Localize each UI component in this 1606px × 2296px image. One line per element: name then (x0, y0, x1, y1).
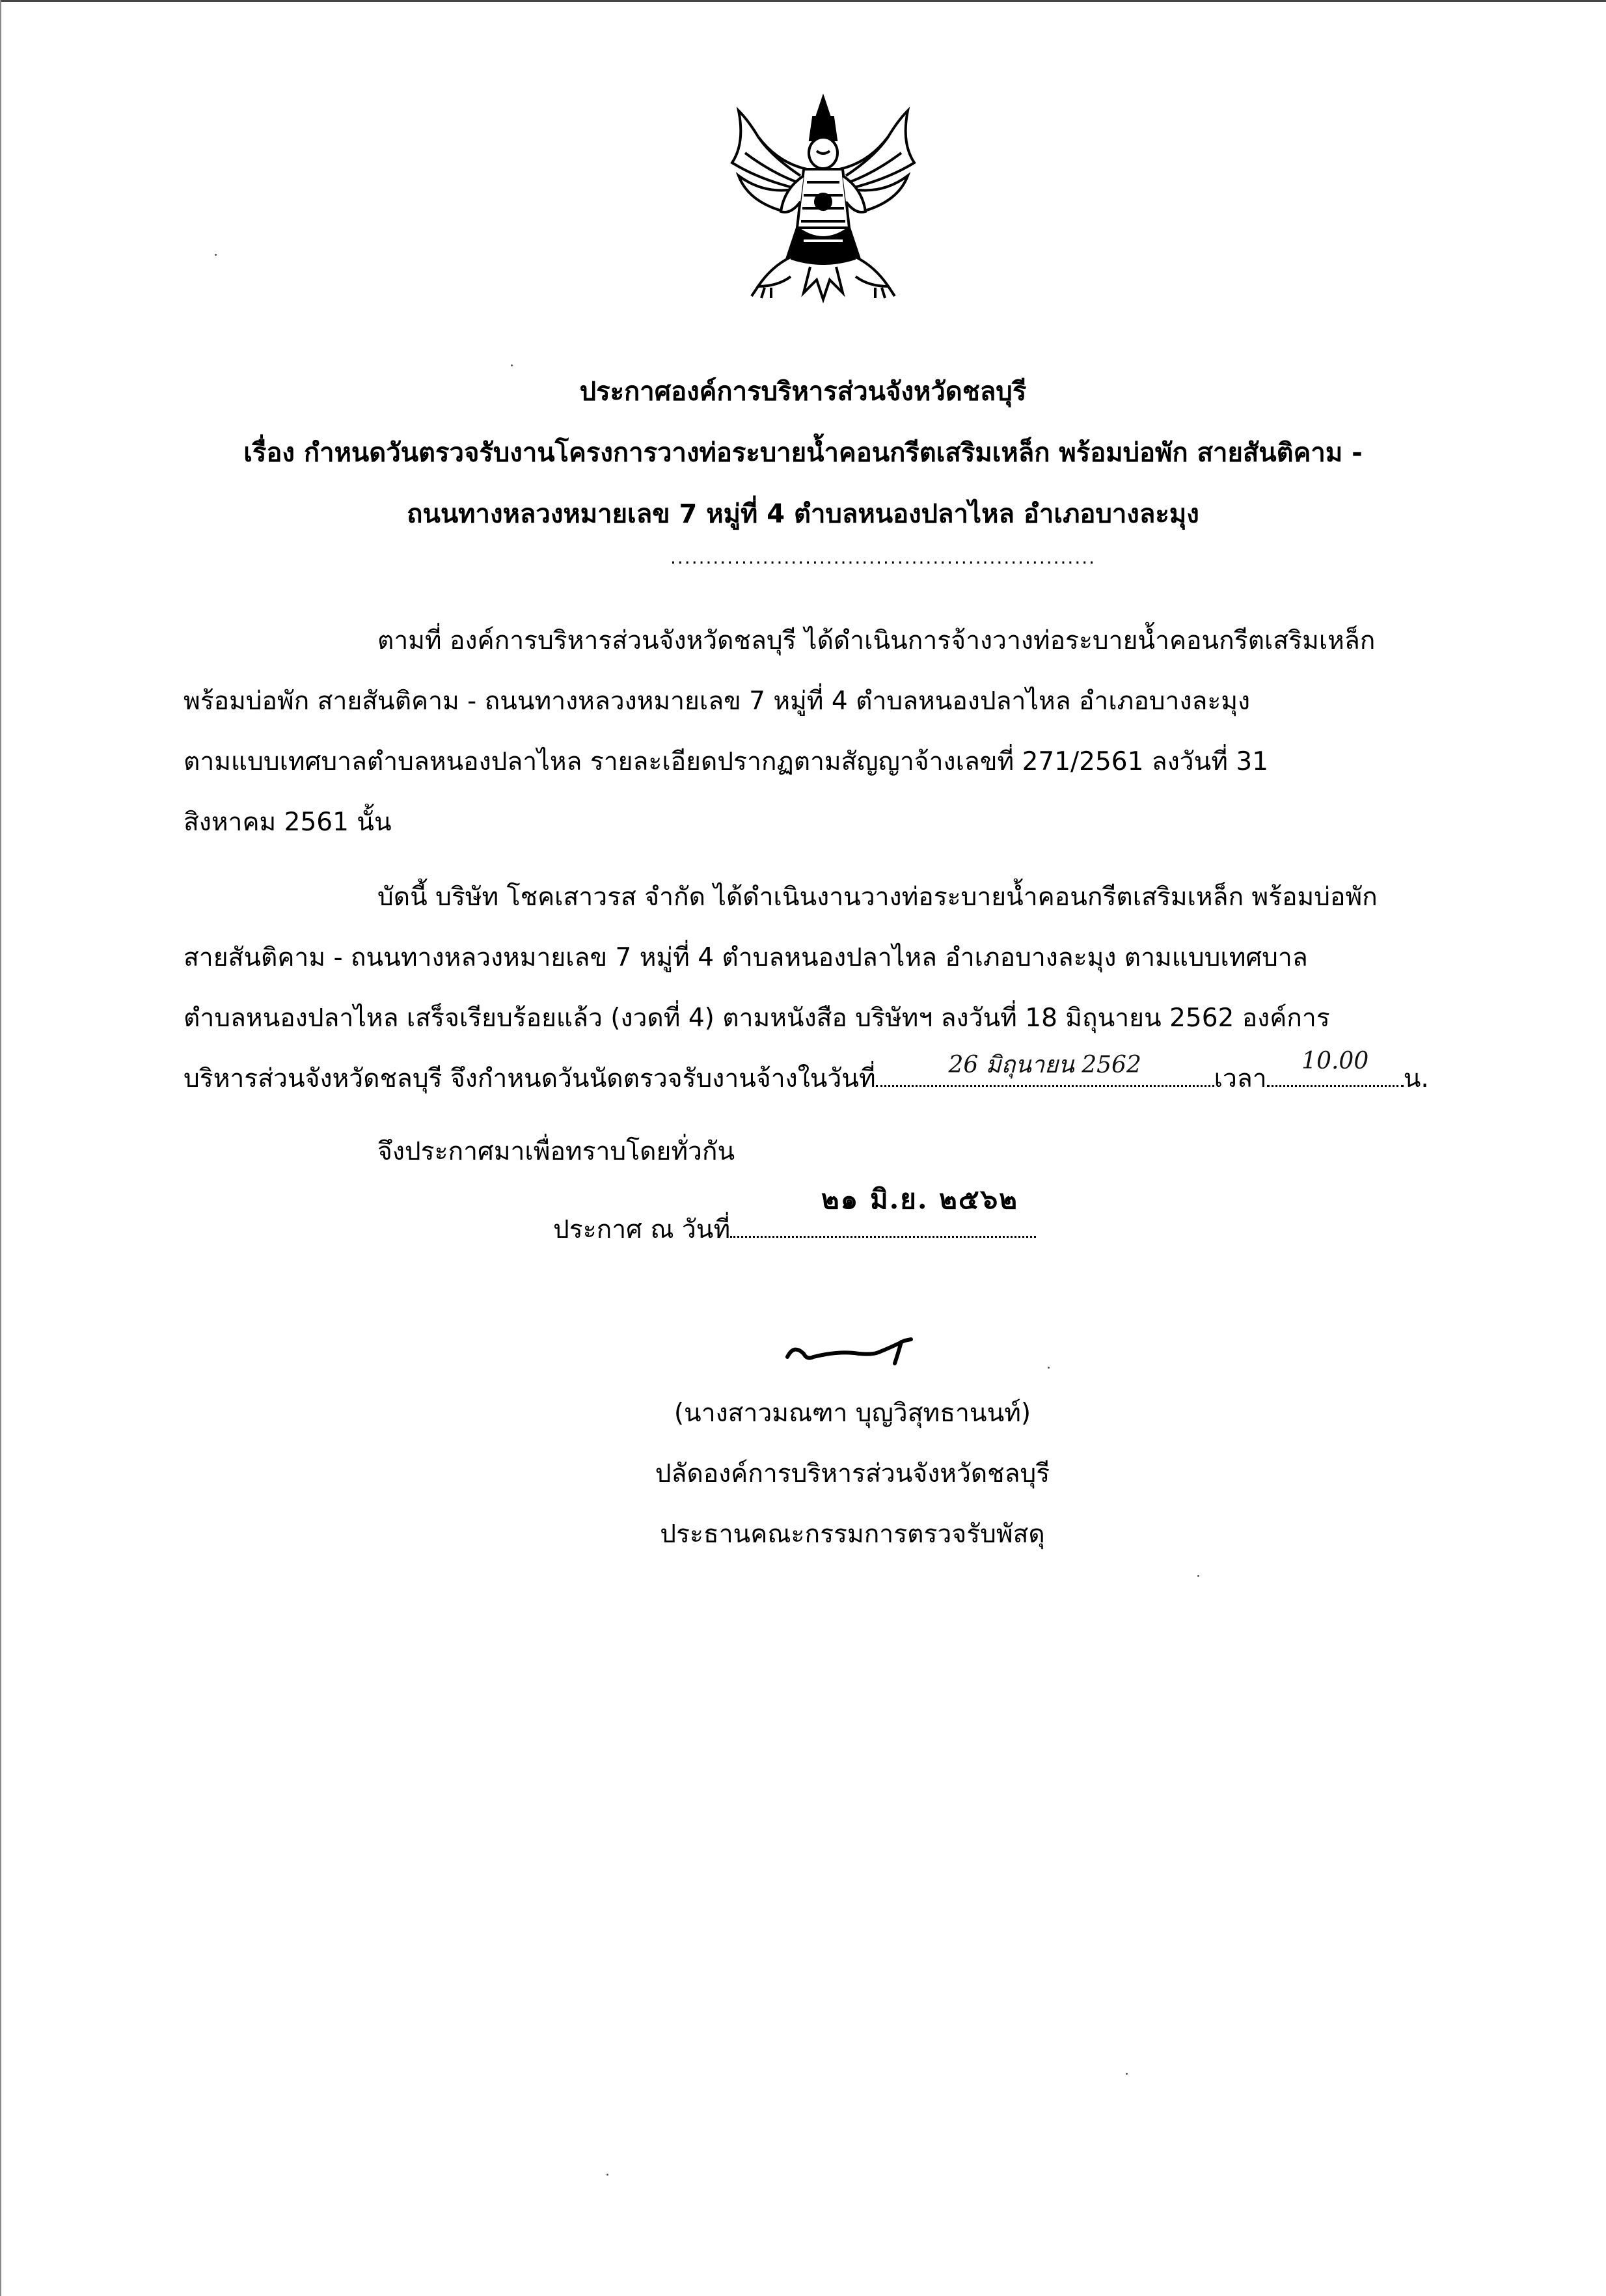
inspection-date-label: บริหารส่วนจังหวัดชลบุรี จึงกำหนดวันนัดตรวจรับงานจ้างในวันที่ (184, 1064, 876, 1093)
signature-icon (781, 1334, 924, 1380)
signer-position-1: ปลัดองค์การบริหารส่วนจังหวัดชลบุรี (655, 1459, 1050, 1488)
date-stamp: ๒๑ มิ.ย. ๒๕๖๒ (821, 1183, 1018, 1215)
handwritten-time: 10.00 (1301, 1048, 1369, 1074)
scan-speck (215, 254, 217, 256)
subject-line-2: ถนนทางหลวงหมายเลข 7 หมู่ที่ 4 ตำบลหนองปลาไหล อำเภอบางละมุง (407, 499, 1199, 529)
paragraph2-line4 (184, 1048, 1429, 1099)
paragraph1-line1: ตามที่ องค์การบริหารส่วนจังหวัดชลบุรี ได้ดำเนินการจ้างวางท่อระบายน้ำคอนกรีตเสริมเหล็ก (377, 626, 1376, 655)
handwritten-date: 26 มิถุนายน 2562 (948, 1052, 1141, 1078)
inspection-time-field (1267, 1048, 1404, 1087)
time-label: เวลา (1214, 1064, 1267, 1093)
page-edge-top (0, 0, 1606, 2)
scan-speck (1048, 1367, 1050, 1369)
closing-statement: จึงประกาศมาเพื่อทราบโดยทั่วกัน (377, 1137, 735, 1166)
garuda-emblem-icon (719, 91, 927, 306)
announcement-title: ประกาศองค์การบริหารส่วนจังหวัดชลบุรี (579, 377, 1027, 407)
scan-speck (1126, 2073, 1128, 2075)
paragraph2-line2: สายสันติคาม - ถนนทางหลวงหมายเลข 7 หมู่ที่ 4 ตำบลหนองปลาไหล อำเภอบางละมุง ตามแบบเทศบาล (184, 943, 1308, 972)
paragraph1-line3: ตามแบบเทศบาลตำบลหนองปลาไหล รายละเอียดปรากฏตามสัญญาจ้างเลขที่ 271/2561 ลงวันที่ 31 (184, 747, 1269, 776)
page-edge-left (0, 0, 1, 2296)
paragraph2-line3: ตำบลหนองปลาไหล เสร็จเรียบร้อยแล้ว (งวดที่ 4) ตามหนังสือ บริษัทฯ ลงวันที่ 18 มิถุนายน 2562 องค์การ (184, 1004, 1330, 1033)
divider: ............................................................ (670, 547, 1096, 568)
scan-speck (606, 2174, 608, 2176)
paragraph1-line4: สิงหาคม 2561 นั้น (184, 808, 392, 837)
subject-line-1: เรื่อง กำหนดวันตรวจรับงานโครงการวางท่อระบายน้ำคอนกรีตเสริมเหล็ก พร้อมบ่อพัก สายสันติคาม - (243, 438, 1363, 468)
paragraph1-line2: พร้อมบ่อพัก สายสันติคาม - ถนนทางหลวงหมายเลข 7 หมู่ที่ 4 ตำบลหนองปลาไหล อำเภอบางละมุง (184, 687, 1251, 716)
time-unit: น. (1403, 1064, 1429, 1093)
scan-speck (511, 364, 513, 366)
signer-position-2: ประธานคณะกรรมการตรวจรับพัสดุ (660, 1520, 1045, 1549)
inspection-date-field (876, 1052, 1214, 1087)
announce-date-label: ประกาศ ณ วันที่ (553, 1215, 731, 1244)
scan-speck (1197, 1575, 1199, 1577)
signer-name: (นางสาวมณฑา บุญวิสุทธานนท์) (674, 1399, 1031, 1428)
paragraph2-line1: บัดนี้ บริษัท โชคเสาวรส จำกัด ได้ดำเนินงานวางท่อระบายน้ำคอนกรีตเสริมเหล็ก พร้อมบ่อพัก (377, 882, 1378, 912)
